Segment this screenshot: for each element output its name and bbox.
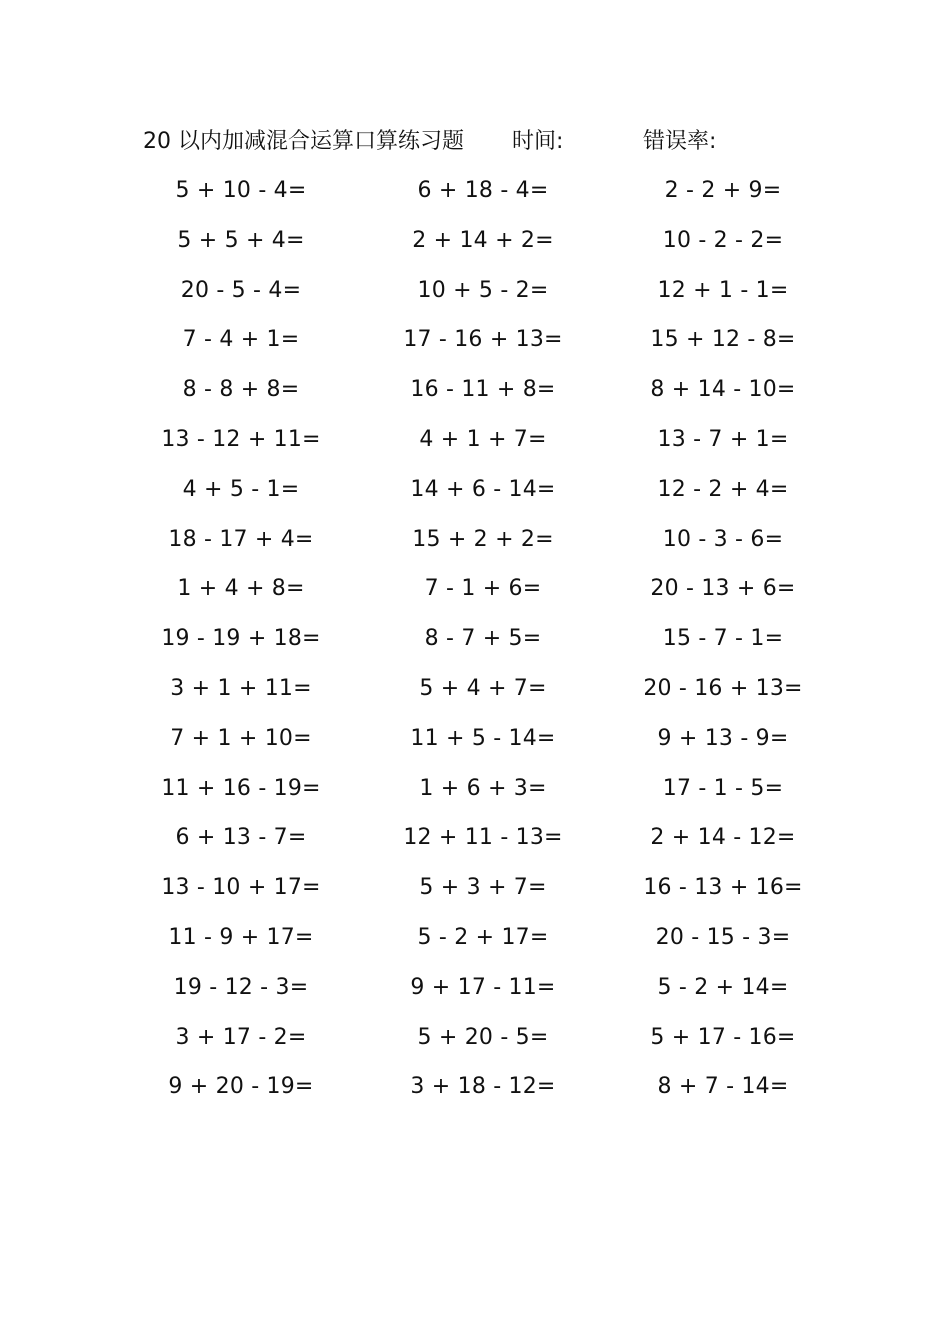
problem-item: 16 - 13 + 16= [643, 875, 803, 901]
problem-column-1 [141, 170, 341, 1116]
problem-grid [100, 170, 820, 1120]
problem-item: 1 + 6 + 3= [419, 775, 547, 801]
problem-item: 11 + 5 - 14= [410, 725, 556, 751]
problem-item: 15 + 12 - 8= [650, 327, 796, 353]
problem-item: 20 - 16 + 13= [643, 675, 803, 701]
problem-item: 5 + 5 + 4= [177, 227, 305, 253]
problem-item: 20 - 5 - 4= [180, 277, 302, 303]
problem-item: 7 - 4 + 1= [182, 327, 300, 353]
problem-item: 6 + 18 - 4= [417, 178, 549, 203]
problem-item: 8 - 7 + 5= [424, 626, 542, 652]
problem-item: 5 + 20 - 5= [417, 1024, 549, 1050]
problem-item: 20 - 13 + 6= [650, 576, 796, 602]
problem-item: 3 + 18 - 12= [410, 1074, 556, 1100]
problem-item: 6 + 13 - 7= [175, 825, 307, 851]
problem-item: 19 - 19 + 18= [161, 626, 321, 652]
problem-item: 13 - 12 + 11= [161, 426, 321, 452]
problem-item: 8 + 7 - 14= [657, 1074, 789, 1100]
problem-item: 9 + 17 - 11= [410, 974, 556, 1000]
problem-item: 15 + 2 + 2= [412, 526, 554, 552]
problem-item: 7 + 1 + 10= [170, 725, 312, 751]
problem-item: 8 + 14 - 10= [650, 377, 796, 403]
problem-item: 13 - 7 + 1= [657, 426, 789, 452]
problem-item: 9 + 13 - 9= [657, 725, 789, 751]
problem-item: 5 + 17 - 16= [650, 1024, 796, 1050]
problem-item: 20 - 15 - 3= [655, 924, 791, 950]
problem-item: 5 + 4 + 7= [419, 675, 547, 701]
time-label: 时间: [512, 129, 564, 154]
problem-item: 3 + 1 + 11= [170, 675, 312, 701]
problem-item: 4 + 1 + 7= [419, 426, 547, 452]
problem-item: 19 - 12 - 3= [173, 974, 309, 1000]
problem-column-3 [623, 170, 823, 1116]
problem-item: 1 + 4 + 8= [177, 576, 305, 602]
problem-item: 12 + 11 - 13= [403, 825, 563, 851]
problem-item: 5 - 2 + 14= [657, 974, 789, 1000]
problem-item: 5 + 10 - 4= [175, 178, 307, 203]
problem-item: 15 - 7 - 1= [662, 626, 784, 652]
problem-item: 17 - 16 + 13= [403, 327, 563, 353]
problem-item: 11 + 16 - 19= [161, 775, 321, 801]
problem-item: 2 - 2 + 9= [664, 178, 782, 203]
problem-item: 8 - 8 + 8= [182, 377, 300, 403]
problem-item: 3 + 17 - 2= [175, 1024, 307, 1050]
problem-item: 12 - 2 + 4= [657, 476, 789, 502]
problem-item: 17 - 1 - 5= [662, 775, 784, 801]
problem-item: 9 + 20 - 19= [168, 1074, 314, 1100]
worksheet-header [143, 124, 843, 160]
problem-item: 10 - 2 - 2= [662, 227, 784, 253]
problem-item: 5 + 3 + 7= [419, 875, 547, 901]
page-title: 20 以内加减混合运算口算练习题 [143, 129, 464, 154]
problem-item: 7 - 1 + 6= [424, 576, 542, 602]
problem-item: 13 - 10 + 17= [161, 875, 321, 901]
problem-item: 12 + 1 - 1= [657, 277, 789, 303]
problem-item: 14 + 6 - 14= [410, 476, 556, 502]
problem-column-2 [383, 170, 583, 1116]
problem-item: 2 + 14 + 2= [412, 227, 554, 253]
problem-item: 5 - 2 + 17= [417, 924, 549, 950]
problem-item: 18 - 17 + 4= [168, 526, 314, 552]
problem-item: 11 - 9 + 17= [168, 924, 314, 950]
problem-item: 16 - 11 + 8= [410, 377, 556, 403]
problem-item: 2 + 14 - 12= [650, 825, 796, 851]
problem-item: 10 - 3 - 6= [662, 526, 784, 552]
problem-item: 10 + 5 - 2= [417, 277, 549, 303]
error-rate-label: 错误率: [643, 129, 717, 154]
problem-item: 4 + 5 - 1= [182, 476, 300, 502]
